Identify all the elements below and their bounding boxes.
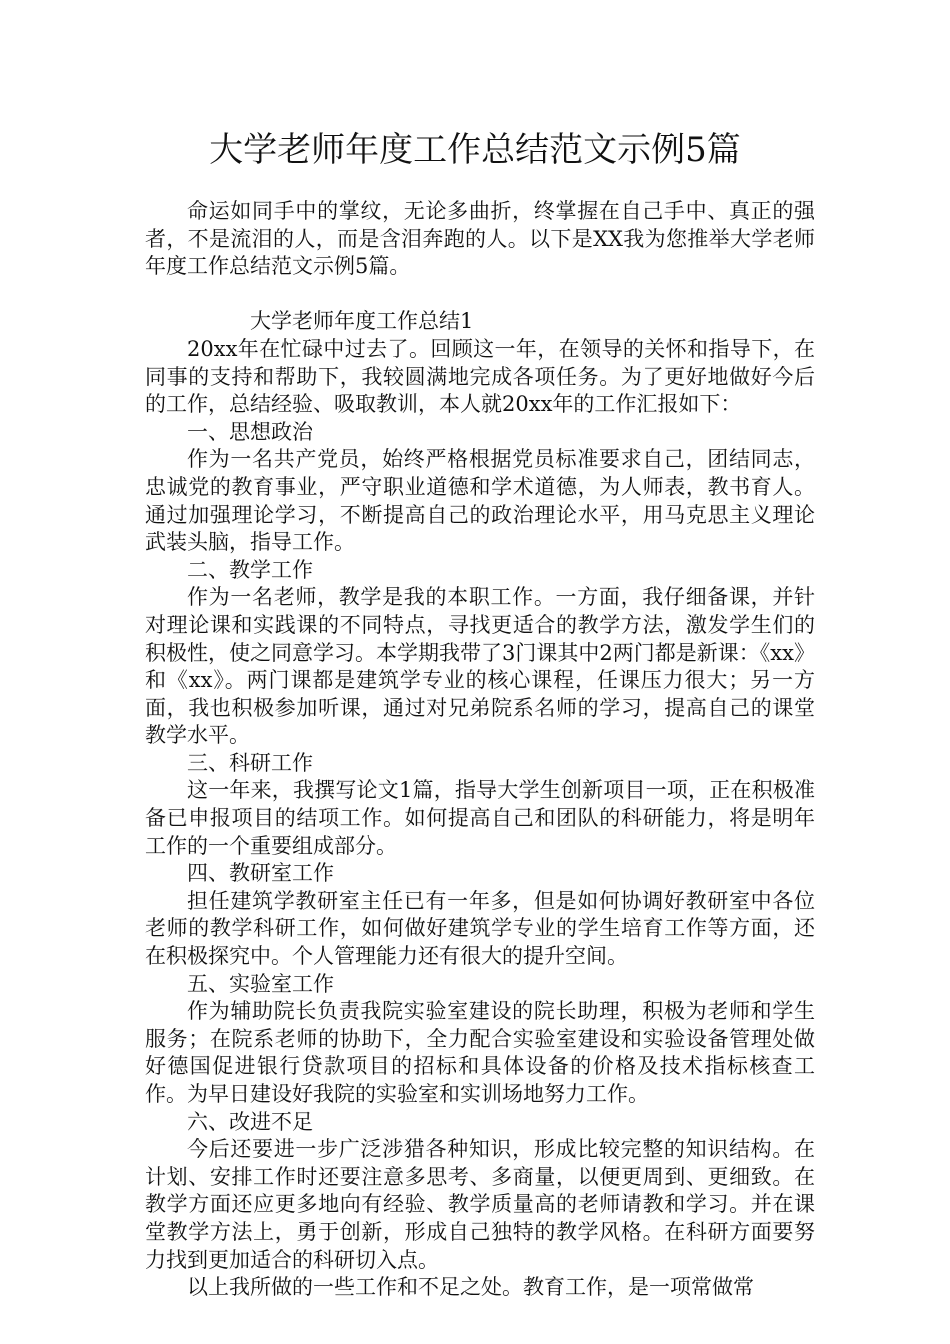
section-heading-teaching: 二、教学工作: [187, 557, 313, 582]
section-heading-improvement: 六、改进不足: [187, 1109, 313, 1134]
document-title: 大学老师年度工作总结范文示例5篇: [209, 130, 741, 170]
body-paragraph: 这一年来，我撰写论文1篇，指导大学生创新项目一项，正在积极准备已申报项目的结项工作。如何提高自己和团队的科研能力，将是明年工作的一个重要组成部分。: [145, 778, 815, 858]
section-heading-research: 三、科研工作: [187, 750, 313, 775]
body-paragraph: 今后还要进一步广泛涉猎各种知识，形成比较完整的知识结构。在计划、安排工作时还要注意多思考、多商量，以便更周到、更细致。在教学方面还应更多地向有经验、教学质量高的老师请教和学习。并在课堂教学方法上，勇于创新，形成自己独特的教学风格。在科研方面要努力找到更加适合的科研切入点。: [145, 1137, 815, 1272]
body-paragraph: 20xx年在忙碌中过去了。回顾这一年，在领导的关怀和指导下，在同事的支持和帮助下，我较圆满地完成各项任务。为了更好地做好今后的工作，总结经验、吸取教训，本人就20xx年的工作汇报如下：: [145, 336, 815, 417]
body-paragraph: 作为一名共产党员，始终严格根据党员标准要求自己，团结同志，忠诚党的教育事业，严守职业道德和学术道德，为人师表，教书育人。通过加强理论学习，不断提高自己的政治理论水平，用马克思主义理论武装头脑，指导工作。: [145, 447, 815, 555]
body-paragraph: 以上我所做的一些工作和不足之处。教育工作，是一项常做常: [187, 1275, 754, 1300]
section-title: 大学老师年度工作总结1: [250, 309, 474, 334]
section-heading-ideology: 一、思想政治: [187, 419, 313, 444]
intro-paragraph: 命运如同手中的掌纹，无论多曲折，终掌握在自己手中、真正的强者，不是流泪的人，而是含泪奔跑的人。以下是XX我为您推举大学老师年度工作总结范文示例5篇。: [145, 199, 815, 279]
body-paragraph: 作为辅助院长负责我院实验室建设的院长助理，积极为老师和学生服务；在院系老师的协助下，全力配合实验室建设和实验设备管理处做好德国促进银行贷款项目的招标和具体设备的价格及技术指标核查工作。为早日建设好我院的实验室和实训场地努力工作。: [145, 999, 815, 1106]
body-paragraph: 担任建筑学教研室主任已有一年多，但是如何协调好教研室中各位老师的教学科研工作，如何做好建筑学专业的学生培育工作等方面，还在积极探究中。个人管理能力还有很大的提升空间。: [145, 888, 815, 969]
section-heading-teaching-office: 四、教研室工作: [187, 861, 334, 886]
paragraph-spacer: [145, 281, 815, 309]
document-body: [145, 198, 815, 1302]
body-paragraph: 作为一名老师，教学是我的本职工作。一方面，我仔细备课，并针对理论课和实践课的不同特点，寻找更适合的教学方法，激发学生们的积极性，使之同意学习。本学期我带了3门课其中2两门都是新课：《xx》和《xx》。两门课都是建筑学专业的核心课程，任课压力很大；另一方面，我也积极参加听课，通过对兄弟院系名师的学习，提高自己的课堂教学水平。: [145, 585, 815, 748]
section-heading-laboratory: 五、实验室工作: [187, 971, 334, 996]
